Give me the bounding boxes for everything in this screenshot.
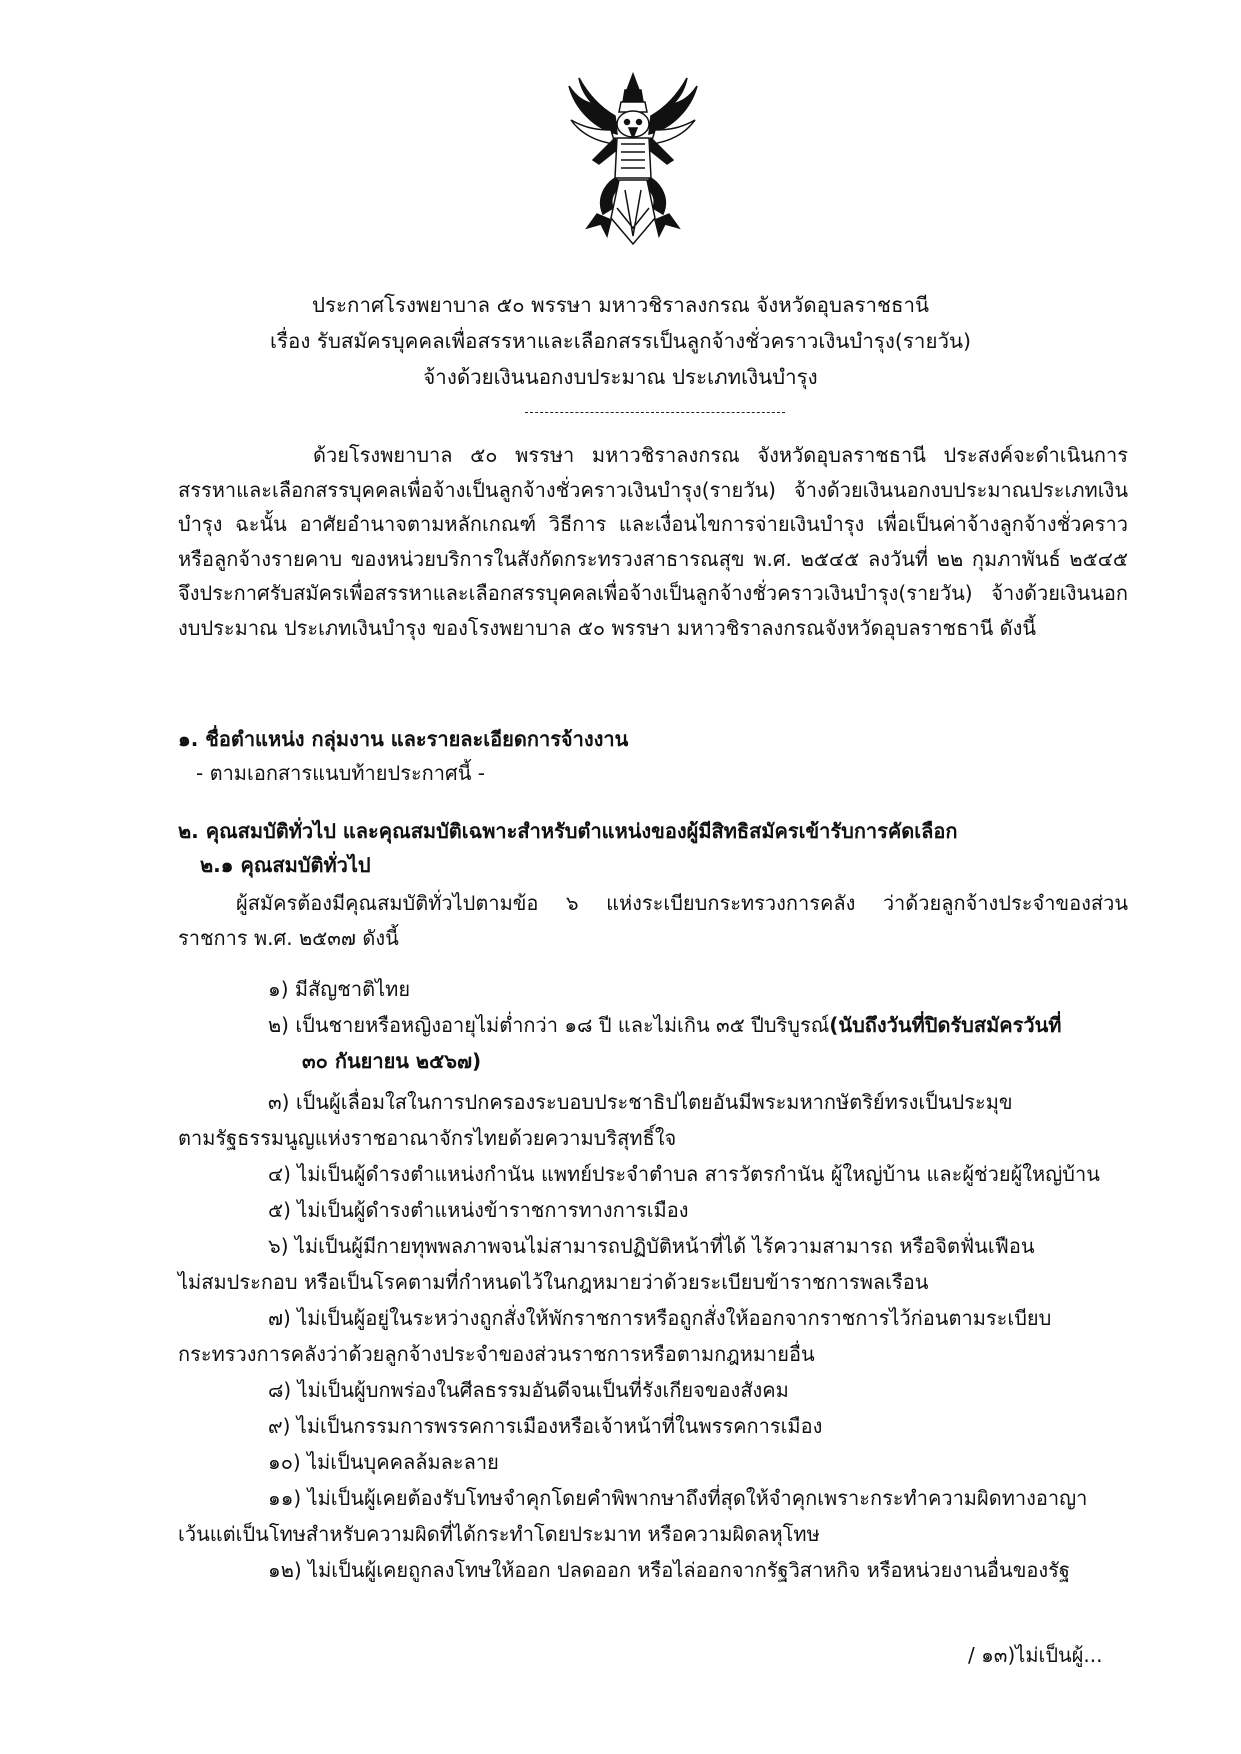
section2-sub-heading: ๒.๑ คุณสมบัติทั่วไป: [200, 853, 371, 877]
intro-text: ด้วยโรงพยาบาล ๕๐ พรรษา มหาวชิราลงกรณ จังหวัดอุบลราชธานี ประสงค์จะดำเนินการสรรหาและเลือกสรรบุคคลเพื่อจ้างเป็นลูกจ้างชั่วคราวเงินบำรุง(รายวัน) จ้างด้วยเงินนอกงบประมาณประเภทเงินบำรุง ฉะนั้น อาศัยอำนาจตามหลักเกณฑ์ วิธีการ และเงื่อนไขการจ่ายเงินบำรุง เพื่อเป็นค่าจ้างลูกจ้างชั่วคราวหรือลูกจ้างรายคาบ ของหน่วยบริการในสังกัดกระทรวงสาธารณสุข พ.ศ. ๒๕๔๕ ลงวันที่ ๒๒ กุมภาพันธ์ ๒๕๔๕ จึงประกาศรับสมัครเพื่อสรรหาและเลือกสรรบุคคลเพื่อจ้างเป็นลูกจ้างชั่วคราวเงินบำรุง(รายวัน) จ้างด้วยเงินนอกงบประมาณ ประเภทเงินบำรุง ของโรงพยาบาล ๕๐ พรรษา มหาวชิราลงกรณจังหวัดอุบลราชธานี ดังนี้: [178, 443, 1128, 640]
qualification-item: ๖) ไม่เป็นผู้มีกายทุพพลภาพจนไม่สามารถปฏิบัติหน้าที่ได้ ไร้ความสามารถ หรือจิตฟั่นเฟือน: [268, 1234, 1035, 1258]
announcement-title: ประกาศโรงพยาบาล ๕๐ พรรษา มหาวชิราลงกรณ จังหวัดอุบลราชธานี: [312, 293, 929, 317]
qualification-item: ๗) ไม่เป็นผู้อยู่ในระหว่างถูกสั่งให้พักราชการหรือถูกสั่งให้ออกจากราชการไว้ก่อนตามระเบียบ: [268, 1306, 1052, 1330]
qualification-text: ๒) เป็นชายหรือหญิงอายุไม่ต่ำกว่า ๑๘ ปี และไม่เกิน ๓๕ ปีบริบูรณ์: [268, 1013, 830, 1037]
announcement-subtitle: จ้างด้วยเงินนอกงบประมาณ ประเภทเงินบำรุง: [423, 365, 818, 389]
qualification-item: ๑๒) ไม่เป็นผู้เคยถูกลงโทษให้ออก ปลดออก หรือไล่ออกจากรัฐวิสาหกิจ หรือหน่วยงานอื่นของรัฐ: [268, 1558, 1070, 1582]
continuation-marker: / ๑๓)ไม่เป็นผู้...: [968, 1643, 1103, 1667]
announcement-subject: เรื่อง รับสมัครบุคคลเพื่อสรรหาและเลือกสรรเป็นลูกจ้างชั่วคราวเงินบำรุง(รายวัน): [270, 329, 971, 353]
qualification-item: ๘) ไม่เป็นผู้บกพร่องในศีลธรรมอันดีจนเป็นที่รังเกียจของสังคม: [268, 1378, 789, 1402]
intro-paragraph: [178, 438, 1128, 646]
qualification-item: ๕) ไม่เป็นผู้ดำรงตำแหน่งข้าราชการทางการเมือง: [268, 1198, 689, 1222]
qualification-item-cont: ตามรัฐธรรมนูญแห่งราชอาณาจักรไทยด้วยความบริสุทธิ์ใจ: [178, 1126, 677, 1150]
qualification-item-cont: เว้นแต่เป็นโทษสำหรับความผิดที่ได้กระทำโดยประมาท หรือความผิดลหุโทษ: [178, 1522, 820, 1546]
garuda-emblem-icon: [563, 68, 703, 258]
section1-note: - ตามเอกสารแนบท้ายประกาศนี้ -: [196, 761, 485, 785]
section2-sub-intro-text: ผู้สมัครต้องมีคุณสมบัติทั่วไปตามข้อ ๖ แห่งระเบียบกระทรวงการคลัง ว่าด้วยลูกจ้างประจำของส่วนราชการ พ.ศ. ๒๕๓๗ ดังนี้: [178, 891, 1128, 950]
qualification-item-cont: ไม่สมประกอบ หรือเป็นโรคตามที่กำหนดไว้ในกฎหมายว่าด้วยระเบียบข้าราชการพลเรือน: [178, 1270, 929, 1294]
qualification-item: ๑๑) ไม่เป็นผู้เคยต้องรับโทษจำคุกโดยคำพิพากษาถึงที่สุดให้จำคุกเพราะกระทำความผิดทางอาญา: [268, 1486, 1088, 1510]
section2-heading: ๒. คุณสมบัติทั่วไป และคุณสมบัติเฉพาะสำหรับตำแหน่งของผู้มีสิทธิสมัครเข้ารับการคัดเลือก: [178, 819, 958, 843]
qualification-item-cont: กระทรวงการคลังว่าด้วยลูกจ้างประจำของส่วนราชการหรือตามกฎหมายอื่น: [178, 1342, 815, 1366]
qualification-item: ๑) มีสัญชาติไทย: [268, 977, 411, 1001]
qualification-emphasis: ๓๐ กันยายน ๒๕๖๗): [302, 1049, 482, 1073]
section1-heading: ๑. ชื่อตำแหน่ง กลุ่มงาน และรายละเอียดการจ้างงาน: [178, 727, 629, 751]
section2-sub-intro: [178, 886, 1128, 955]
qualification-item: ๙) ไม่เป็นกรรมการพรรคการเมืองหรือเจ้าหน้าที่ในพรรคการเมือง: [268, 1414, 823, 1438]
title-divider: [525, 412, 785, 413]
qualification-item: [268, 1010, 1061, 1040]
qualification-item: ๑๐) ไม่เป็นบุคคลล้มละลาย: [268, 1450, 499, 1474]
qualification-item: ๔) ไม่เป็นผู้ดำรงตำแหน่งกำนัน แพทย์ประจำตำบล สารวัตรกำนัน ผู้ใหญ่บ้าน และผู้ช่วยผู้ใหญ่บ้าน: [268, 1162, 1100, 1186]
qualification-item: ๓) เป็นผู้เลื่อมใสในการปกครองระบอบประชาธิปไตยอันมีพระมหากษัตริย์ทรงเป็นประมุข: [268, 1090, 1013, 1114]
qualification-emphasis: (นับถึงวันที่ปิดรับสมัครวันที่: [829, 1013, 1062, 1037]
